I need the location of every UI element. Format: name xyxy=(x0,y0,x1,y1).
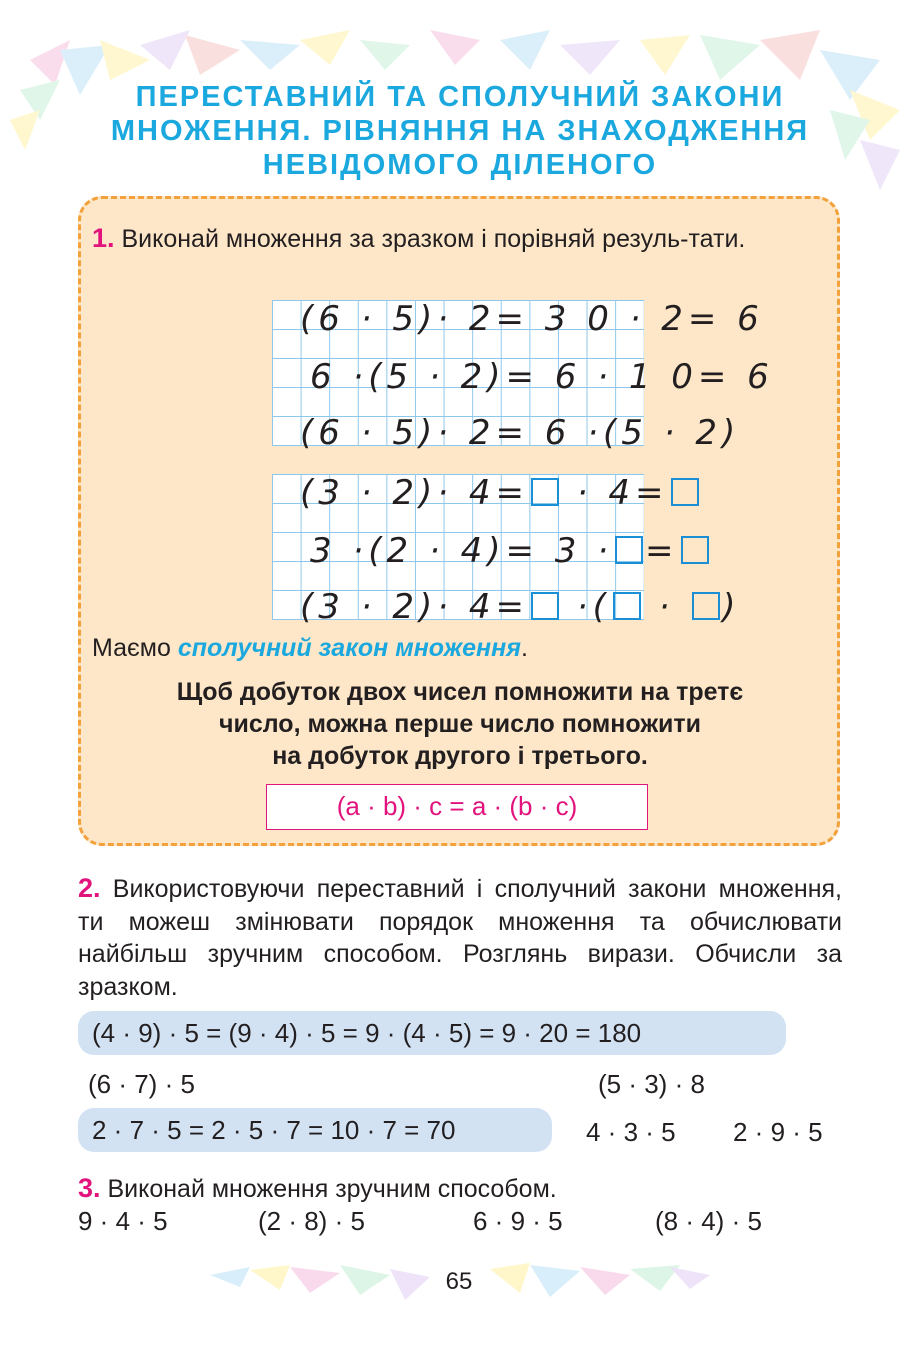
answer-box[interactable] xyxy=(671,478,699,506)
answer-box[interactable] xyxy=(613,592,641,620)
answer-box[interactable] xyxy=(531,592,559,620)
task2-text: Використовуючи переставний і сполучний закони множення, ти можеш змінювати порядок множення та обчислювати найбільш зручним способом. Розглянь вирази. Обчисли за зразком. xyxy=(78,875,842,1001)
task3-number: 3. xyxy=(78,1173,101,1203)
exercise-grid xyxy=(272,473,741,627)
answer-box[interactable] xyxy=(681,536,709,564)
law-statement: Маємо сполучний закон множення. xyxy=(92,634,528,662)
task3-expression: (2 · 8) · 5 xyxy=(258,1206,365,1236)
task1-instruction xyxy=(92,222,824,256)
sample-expression-2: 2 · 7 · 5 = 2 · 5 · 7 = 10 · 7 = 70 xyxy=(78,1108,552,1152)
page-number: 65 xyxy=(445,1268,473,1295)
task2-number: 2. xyxy=(78,873,101,903)
task3-expression: (8 · 4) · 5 xyxy=(655,1206,762,1236)
expression-4-3-5: 4 · 3 · 5 xyxy=(586,1117,676,1147)
exercise-row-2: 3 ·(2 · 4)= 3 · = xyxy=(310,522,711,580)
task3-expression: 6 · 9 · 5 xyxy=(473,1206,563,1236)
task1-number: 1. xyxy=(92,223,115,253)
answer-box[interactable] xyxy=(531,478,559,506)
law-rule: Щоб добуток двох чисел помножити на третє число, можна перше число помножити на добуток другого і третього. xyxy=(176,678,744,770)
task3-expression: 9 · 4 · 5 xyxy=(78,1206,168,1236)
expression-6-7-5: (6 · 7) · 5 xyxy=(88,1069,195,1099)
task3-text: Виконай множення зручним способом. xyxy=(100,1175,557,1203)
expression-2-9-5: 2 · 9 · 5 xyxy=(733,1117,823,1147)
expression-5-3-8: (5 · 3) · 8 xyxy=(598,1069,705,1099)
example-row-2: 6 ·(5 · 2)= 6 · 1 0= 6 xyxy=(310,357,774,397)
answer-box[interactable] xyxy=(692,592,720,620)
exercise-row-1: (3 · 2)· 4= · 4= xyxy=(300,464,701,522)
law-name: сполучний закон множення xyxy=(177,634,521,662)
law-formula: (a · b) · c = a · (b · c) xyxy=(266,784,648,830)
example-grid xyxy=(272,299,774,453)
answer-box[interactable] xyxy=(615,536,643,564)
page-title: ПЕРЕСТАВНИЙ ТА СПОЛУЧНИЙ ЗАКОНИ МНОЖЕННЯ. РІВНЯННЯ НА ЗНАХОДЖЕННЯ НЕВІДОМОГО ДІЛЕНОГО xyxy=(110,81,810,181)
sample-expression-1: (4 · 9) · 5 = (9 · 4) · 5 = 9 · (4 · 5) = 9 · 20 = 180 xyxy=(78,1011,786,1055)
example-row-3: (6 · 5)· 2= 6 ·(5 · 2) xyxy=(300,413,741,453)
example-row-1: (6 · 5)· 2= 3 0 · 2= 6 xyxy=(300,299,764,339)
exercise-row-3: (3 · 2)· 4= ·( · ) xyxy=(300,587,741,627)
task2-instruction xyxy=(78,872,842,1003)
task1-text: Виконай множення за зразком і порівняй резуль-тати. xyxy=(121,225,746,253)
task3-instruction xyxy=(78,1172,557,1206)
